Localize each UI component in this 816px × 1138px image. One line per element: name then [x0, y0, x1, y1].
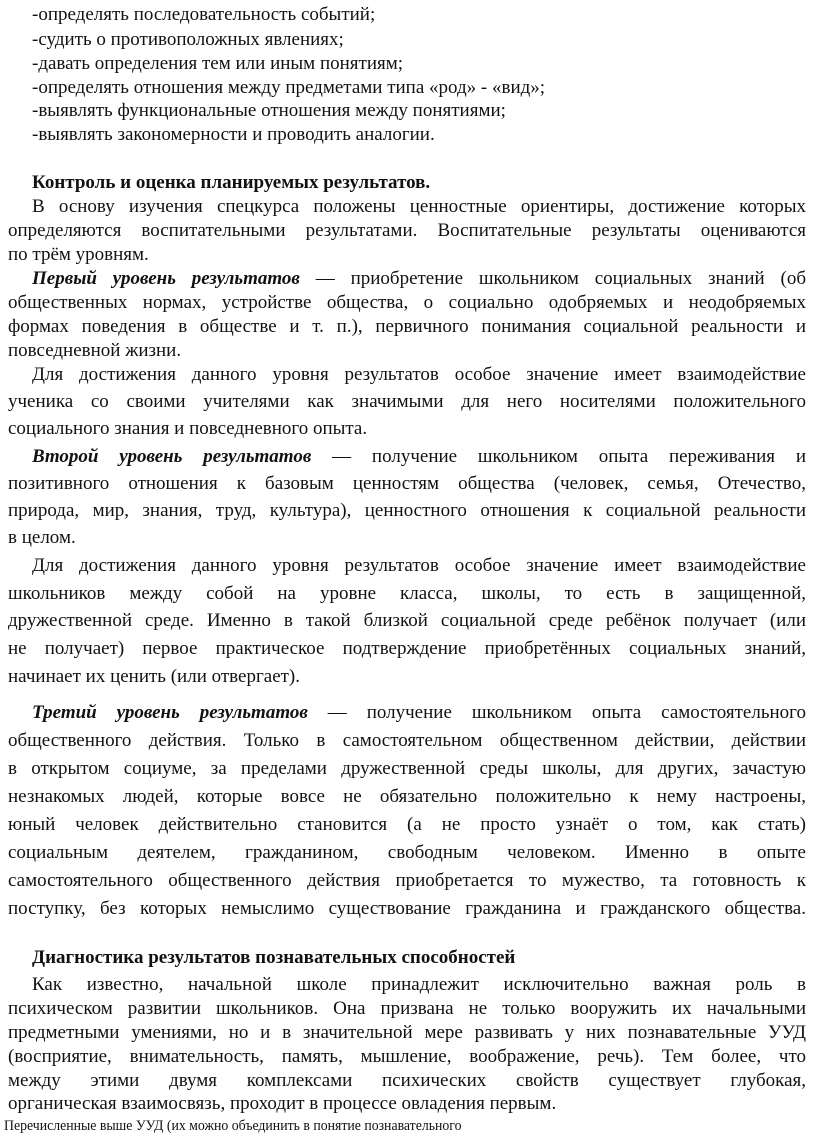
paragraph-line: школьников между собой на уровне класса, школы, то есть в защищенной,: [8, 583, 806, 604]
paragraph-line: В основу изучения спецкурса положены ценностные ориентиры, достижение которых: [32, 196, 806, 217]
paragraph-line: Для достижения данного уровня результатов особое значение имеет взаимодействие: [32, 364, 806, 385]
line-text: — получение школьником опыта самостоятельного: [307, 702, 806, 723]
paragraph-line: (восприятие, внимательность, память, мышление, воображение, речь). Тем более, что: [8, 1046, 806, 1067]
list-item: -выявлять функциональные отношения между понятиями;: [32, 100, 506, 121]
section-heading: Контроль и оценка планируемых результатов.: [32, 172, 431, 193]
footer-line: Перечисленные выше УУД (их можно объединить в понятие познавательного: [4, 1118, 462, 1134]
paragraph-line: органическая взаимосвязь, проходит в процессе овладения первым.: [8, 1093, 557, 1114]
paragraph-line: не получает) первое практическое подтверждение приобретённых социальных знаний,: [8, 638, 806, 659]
paragraph-line: дружественной среде. Именно в такой близкой социальной среде ребёнок получает (или: [8, 610, 806, 631]
paragraph-line: [32, 445, 806, 469]
paragraph-line: психическом развитии школьников. Она призвана не только вооружить их начальными: [8, 998, 806, 1019]
level-title: Первый уровень результатов: [32, 268, 300, 289]
paragraph-line: природа, мир, знания, труд, культура), ценностного отношения к социальной реальности: [8, 500, 806, 521]
paragraph-line: определяются воспитательными результатами. Воспитательные результаты оцениваются: [8, 220, 806, 241]
paragraph-line: в открытом социуме, за пределами дружественной среды школы, для других, зачастую: [8, 758, 806, 779]
paragraph-line: социального знания и повседневного опыта.: [8, 418, 368, 439]
section-heading: Диагностика результатов познавательных способностей: [32, 947, 516, 968]
list-item: -давать определения тем или иным понятиям;: [32, 53, 404, 74]
paragraph-line: между этими двумя комплексами психических свойств существует глубокая,: [8, 1070, 806, 1091]
paragraph-line: начинает их ценить (или отвергает).: [8, 666, 301, 687]
line-text: — получение школьником опыта переживания и: [311, 446, 806, 467]
paragraph-line: формах поведения в обществе и т. п.), первичного понимания социальной реальности и: [8, 316, 806, 337]
list-item: -выявлять закономерности и проводить аналогии.: [32, 124, 435, 145]
paragraph-line: незнакомых людей, которые вовсе не обязательно положительно к нему настроены,: [8, 786, 806, 807]
paragraph-line: [32, 267, 806, 291]
list-item: -судить о противоположных явлениях;: [32, 29, 344, 50]
list-item: -определять последовательность событий;: [32, 4, 376, 25]
paragraph-line: самостоятельного общественного действия приобретается то мужество, та готовность к: [8, 870, 806, 891]
paragraph-line: в целом.: [8, 527, 76, 548]
paragraph-line: Как известно, начальной школе принадлежит исключительно важная роль в: [32, 974, 806, 995]
level-title: Третий уровень результатов: [32, 702, 308, 723]
paragraph-line: общественного действия. Только в самостоятельном общественном действии, действии: [8, 730, 806, 751]
paragraph-line: предметными умениями, но и в значительной мере развивать у них познавательные УУД: [8, 1022, 806, 1043]
paragraph-line: общественных нормах, устройстве общества, о социально одобряемых и неодобряемых: [8, 292, 806, 313]
paragraph-line: Для достижения данного уровня результатов особое значение имеет взаимодействие: [32, 555, 806, 576]
paragraph-line: повседневной жизни.: [8, 340, 182, 361]
paragraph-line: позитивного отношения к базовым ценностям общества (человек, семья, Отечество,: [8, 473, 806, 494]
paragraph-line: юный человек действительно становится (а не просто узнаёт о том, как стать): [8, 814, 806, 835]
paragraph-line: ученика со своими учителями как значимыми для него носителями положительного: [8, 391, 806, 412]
paragraph-line: социальным деятелем, гражданином, свободным человеком. Именно в опыте: [8, 842, 806, 863]
paragraph-line: по трём уровням.: [8, 244, 149, 265]
paragraph-line: [32, 701, 806, 725]
paragraph-line: поступку, без которых немыслимо существование гражданина и гражданского общества.: [8, 898, 806, 919]
level-title: Второй уровень результатов: [32, 446, 312, 467]
list-item: -определять отношения между предметами типа «род» - «вид»;: [32, 77, 546, 98]
line-text: — приобретение школьником социальных знаний (об: [299, 268, 806, 289]
